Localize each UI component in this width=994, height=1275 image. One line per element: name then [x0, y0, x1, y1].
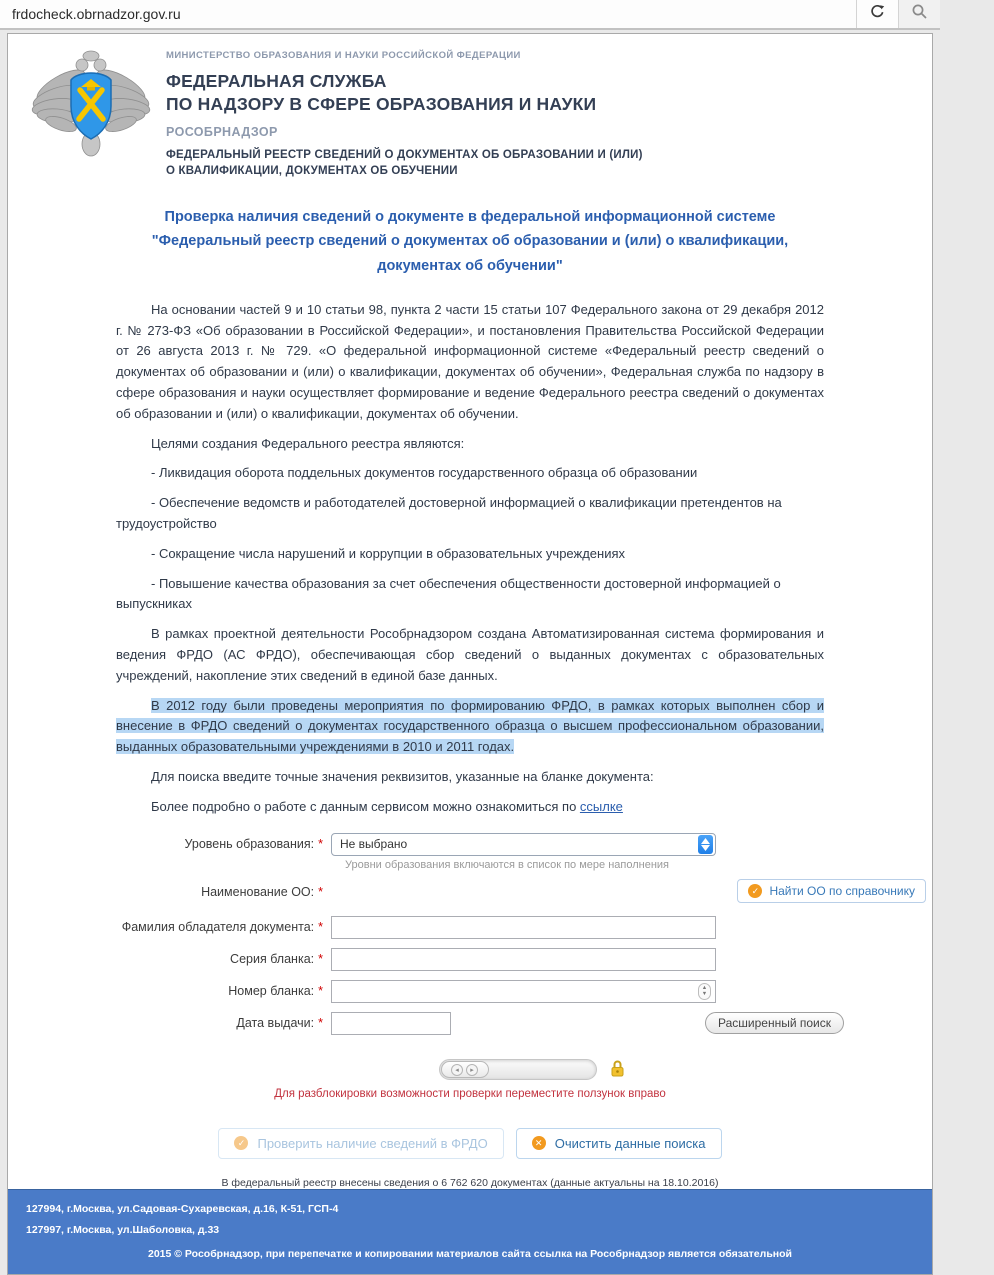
number-spinner[interactable]	[698, 983, 711, 1000]
slider-right-arrow-button[interactable]	[466, 1064, 478, 1076]
agency-name: РОСОБРНАДЗОР	[166, 124, 278, 139]
select-stepper-icon	[698, 835, 713, 854]
find-oo-icon: ✓	[748, 884, 762, 898]
goal-item: - Повышение качества образования за счет обеспечения общественности достоверной информацией о выпускниках	[116, 575, 781, 612]
goal-item: - Обеспечение ведомств и работодателей достоверной информацией о квалификации претендентов на трудоустройство	[116, 495, 782, 531]
required-asterisk: *	[318, 983, 323, 998]
oo-name-row	[8, 881, 932, 907]
slider-left-arrow-button[interactable]	[451, 1064, 463, 1076]
unlock-slider-zone	[70, 1059, 994, 1081]
clear-search-button[interactable]: ✕ Очистить данные поиска	[516, 1128, 722, 1159]
search-icon	[911, 3, 928, 25]
required-asterisk: *	[318, 836, 323, 851]
required-asterisk: *	[318, 884, 323, 899]
legal-paragraph: На основании частей 9 и 10 статьи 98, пункта 2 части 15 статьи 107 Федерального закона от 29 декабря 2012 г. № 273-ФЗ «Об образовании в Российской Федерации», и постановления Правительства Российской Федерации от 26 августа 2013 г. № 729. «О федеральной информационной системе «Федеральный реестр сведений о документах об образовании и (или) о квалификации, документах об обучении», Федеральная служба по надзору в сфере образования и науки осуществляет формирование и ведение Федерального реестра сведений о документах об образовании и (или) о квалификации, документах об обучении.	[116, 301, 824, 421]
ministry-label: МИНИСТЕРСТВО ОБРАЗОВАНИЯ И НАУКИ РОССИЙСКОЙ ФЕДЕРАЦИИ	[166, 50, 521, 61]
education-level-select[interactable]	[331, 833, 716, 856]
site-footer	[8, 1189, 932, 1274]
oo-name-label: Наименование ОО: *	[201, 884, 323, 899]
lock-icon	[609, 1059, 626, 1081]
check-icon: ✓	[234, 1136, 248, 1150]
service-info-line	[116, 797, 824, 818]
series-input[interactable]	[331, 948, 716, 971]
required-asterisk: *	[318, 919, 323, 934]
registry-name-line2: О КВАЛИФИКАЦИИ, ДОКУМЕНТАХ ОБ ОБУЧЕНИИ	[166, 165, 458, 178]
browser-toolbar	[0, 0, 940, 30]
intro-text-section	[8, 291, 932, 827]
search-button[interactable]	[898, 0, 940, 28]
highlighted-paragraph	[116, 696, 824, 758]
check-frdo-button[interactable]: ✓ Проверить наличие сведений в ФРДО	[218, 1128, 503, 1159]
issue-date-row	[8, 1012, 932, 1035]
series-label: Серия бланка: *	[230, 951, 323, 966]
goal-item: - Сокращение числа нарушений и коррупции в образовательных учреждениях	[151, 545, 626, 561]
search-hint: Для поиска введите точные значения реквизитов, указанные на бланке документа:	[151, 768, 654, 784]
address-bar[interactable]	[0, 0, 856, 28]
issue-date-input[interactable]	[331, 1012, 451, 1035]
number-input[interactable]	[331, 980, 716, 1003]
spinner-up-icon: ▲	[701, 984, 708, 991]
right-arrow-icon: ▸	[470, 1066, 474, 1074]
left-arrow-icon: ◂	[455, 1066, 459, 1074]
footer-copyright: 2015 © Рособрнадзор, при перепечатке и копировании материалов сайта ссылка на Рособрнадзор является обязательной	[148, 1247, 792, 1260]
form-actions	[8, 1128, 932, 1159]
header-text-block	[166, 46, 643, 180]
required-asterisk: *	[318, 1015, 323, 1030]
highlighted-text: В 2012 году были проведены мероприятия по формированию ФРДО, в рамках которых выполнен сбор и внесение в ФРДО сведений о документах государственного образца о высшем профессиональном образовании, выданных образовательными учреждениями в 2010 и 2011 годах.	[116, 697, 824, 755]
required-asterisk: *	[318, 951, 323, 966]
document-search-form	[8, 833, 932, 1189]
reload-icon	[869, 3, 886, 25]
registry-name-line1: ФЕДЕРАЛЬНЫЙ РЕЕСТР СВЕДЕНИЙ О ДОКУМЕНТАХ ОБ ОБРАЗОВАНИИ И (ИЛИ)	[166, 148, 643, 161]
number-row	[8, 980, 932, 1003]
education-level-row	[8, 833, 932, 856]
unlock-slider-track[interactable]	[439, 1059, 597, 1080]
asfrdo-paragraph: В рамках проектной деятельности Рособрнадзором создана Автоматизированная система формирования и ведения ФРДО (АС ФРДО), обеспечивающая сбор сведений о выданных документах с образовательных учреждений, накопление этих сведений в единой базе данных.	[116, 626, 824, 683]
details-link[interactable]: ссылке	[579, 798, 623, 814]
clear-icon: ✕	[532, 1136, 546, 1150]
education-level-label: Уровень образования: *	[184, 836, 323, 851]
advanced-search-button[interactable]: Расширенный поиск	[705, 1012, 844, 1034]
goals-intro: Целями создания Федерального реестра являются:	[151, 435, 465, 451]
page-container	[7, 33, 933, 1275]
surname-row	[8, 916, 932, 939]
spinner-down-icon: ▼	[701, 991, 708, 997]
number-label: Номер бланка: *	[228, 983, 323, 998]
service-name-line2: ПО НАДЗОРУ В СФЕРЕ ОБРАЗОВАНИЯ И НАУКИ	[166, 93, 597, 114]
find-oo-button[interactable]: ✓ Найти ОО по справочнику	[737, 879, 926, 903]
goal-item: - Ликвидация оборота поддельных документов государственного образца об образовании	[151, 465, 698, 481]
registry-stats: В федеральный реестр внесены сведения о 6 762 620 документах (данные актуальны на 18.10.2016)	[221, 1176, 719, 1189]
surname-input[interactable]	[331, 916, 716, 939]
education-level-value: Не выбрано	[340, 837, 408, 851]
service-name-line1: ФЕДЕРАЛЬНАЯ СЛУЖБА	[166, 71, 387, 91]
footer-address-2: 127997, г.Москва, ул.Шаболовка, д.33	[26, 1223, 220, 1236]
surname-label: Фамилия обладателя документа: *	[121, 919, 323, 934]
series-row	[8, 948, 932, 971]
service-info-text: Более подробно о работе с данным сервисом можно ознакомиться по	[151, 798, 580, 814]
reload-button[interactable]	[856, 0, 898, 28]
page-title: Проверка наличия сведений о документе в федеральной информационной системе "Федеральный реестр сведений о документах об образовании и (или) о квалификации, документах об обучении"	[151, 208, 789, 275]
site-header	[8, 34, 932, 180]
unlock-slider-handle[interactable]	[441, 1061, 489, 1078]
url-text: frdocheck.obrnadzor.gov.ru	[12, 6, 181, 22]
rosobrnadzor-emblem-icon	[30, 46, 152, 180]
footer-address-1: 127994, г.Москва, ул.Садовая-Сухаревская, д.16, К-51, ГСП-4	[26, 1202, 339, 1215]
education-level-helper: Уровни образования включаются в список по мере наполнения	[345, 858, 670, 871]
issue-date-label: Дата выдачи: *	[236, 1015, 323, 1030]
slider-unlock-note: Для разблокировки возможности проверки переместите ползунок вправо	[274, 1087, 666, 1100]
